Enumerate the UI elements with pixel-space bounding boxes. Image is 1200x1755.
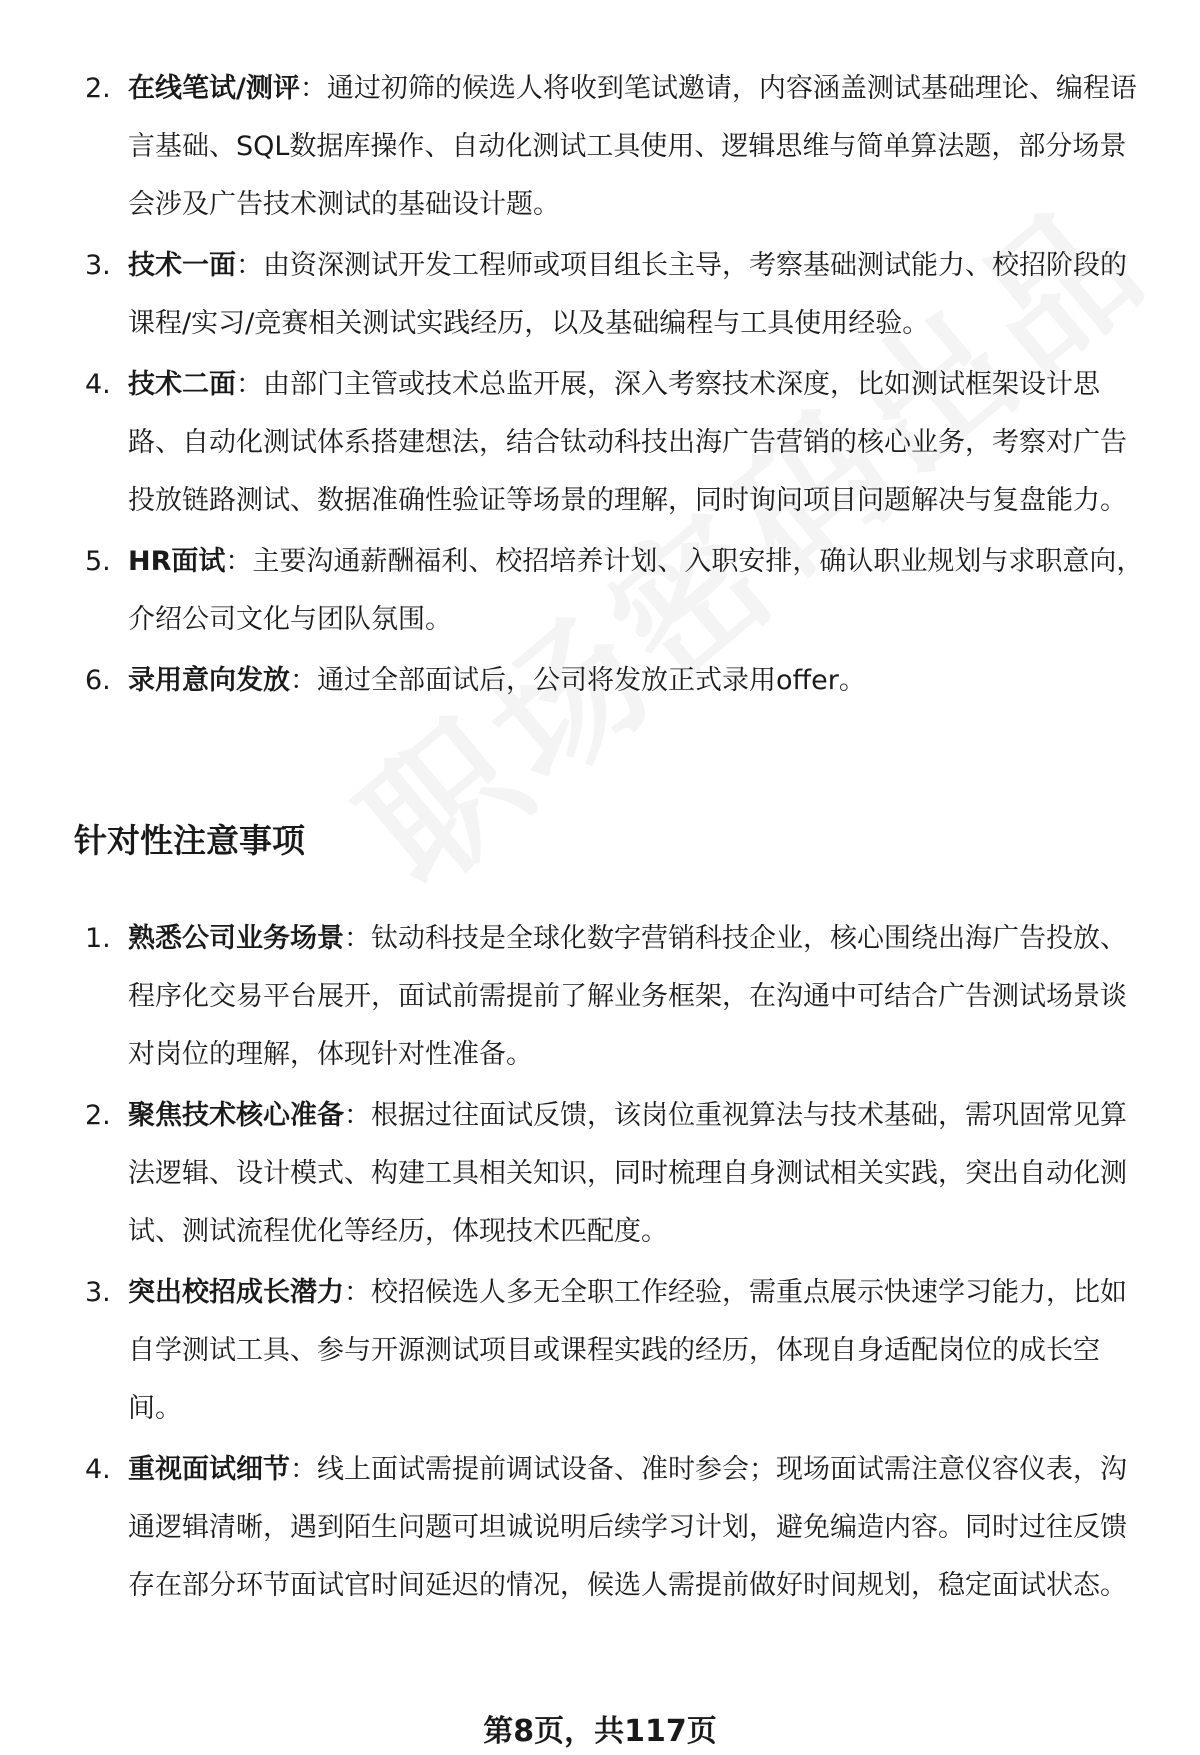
item-number: 4. [85,369,111,400]
item-number: 4. [85,1454,111,1485]
item-text: 通过全部面试后，公司将发放正式录用offer。 [317,665,866,696]
item-separator: ： [236,250,263,281]
item-term: HR面试 [128,546,226,577]
section-title: 针对性注意事项 [74,821,305,860]
item-text: 钛动科技是全球化数字营销科技企业，核心围绕出海广告投放、程序化交易平台展开，面试前需提前了解业务框架，在沟通中可结合广告测试场景谈对岗位的理解，体现针对性准备。 [128,923,1127,1070]
page-number: 第8页，共117页 [483,1714,717,1749]
interview-process-list [0,60,1200,713]
list-item [0,1441,1200,1615]
list-item [0,533,1200,649]
list-item [0,237,1200,353]
item-term: 技术一面 [128,250,236,281]
item-separator: ： [225,546,253,577]
item-text: 由部门主管或技术总监开展，深入考察技术深度，比如测试框架设计思路、自动化测试体系搭建想法，结合钛动科技出海广告营销的核心业务，考察对广告投放链路测试、数据准确性验证等场景的理解，同时询问项目问题解决与复盘能力。 [128,369,1127,516]
item-number: 2. [85,1100,111,1131]
item-text: 主要沟通薪酬福利、校招培养计划、入职安排，确认职业规划与求职意向，介绍公司文化与团队氛围。 [128,546,1144,635]
item-term: 技术二面 [128,369,236,400]
item-text: 校招候选人多无全职工作经验，需重点展示快速学习能力，比如自学测试工具、参与开源测试项目或课程实践的经历，体现自身适配岗位的成长空间。 [128,1277,1127,1424]
list-item [0,1087,1200,1261]
list-item [0,652,1200,710]
list-item [0,910,1200,1084]
item-separator: ： [344,1100,371,1131]
item-number: 5. [85,546,111,577]
item-separator: ： [236,369,263,400]
item-term: 录用意向发放 [128,665,290,696]
item-separator: ： [290,665,317,696]
item-text: 线上面试需提前调试设备、准时参会；现场面试需注意仪容仪表，沟通逻辑清晰，遇到陌生问题可坦诚说明后续学习计划，避免编造内容。同时过往反馈存在部分环节面试官时间延迟的情况，候选人需提前做好时间规划，稳定面试状态。 [128,1454,1127,1601]
item-separator: ： [290,1454,317,1485]
list-item [0,1264,1200,1438]
item-term: 熟悉公司业务场景 [128,923,344,954]
item-text: 通过初筛的候选人将收到笔试邀请，内容涵盖测试基础理论、编程语言基础、SQL数据库操作、自动化测试工具使用、逻辑思维与简单算法题，部分场景会涉及广告技术测试的基础设计题。 [128,73,1137,220]
list-item [0,356,1200,530]
item-number: 6. [85,665,111,696]
tips-list [0,910,1200,1618]
item-term: 突出校招成长潜力 [128,1277,344,1308]
item-term: 聚焦技术核心准备 [128,1100,344,1131]
item-term: 重视面试细节 [128,1454,290,1485]
item-number: 1. [85,923,111,954]
item-number: 3. [85,250,111,281]
item-number: 2. [85,73,111,104]
item-number: 3. [85,1277,111,1308]
item-text: 根据过往面试反馈，该岗位重视算法与技术基础，需巩固常见算法逻辑、设计模式、构建工具相关知识，同时梳理自身测试相关实践，突出自动化测试、测试流程优化等经历，体现技术匹配度。 [128,1100,1127,1247]
list-item [0,60,1200,234]
item-text: 由资深测试开发工程师或项目组长主导，考察基础测试能力、校招阶段的课程/实习/竞赛相关测试实践经历，以及基础编程与工具使用经验。 [128,250,1127,339]
item-separator: ： [299,73,327,104]
item-separator: ： [344,1277,371,1308]
item-term: 在线笔试/测评 [128,73,300,104]
item-separator: ： [344,923,371,954]
